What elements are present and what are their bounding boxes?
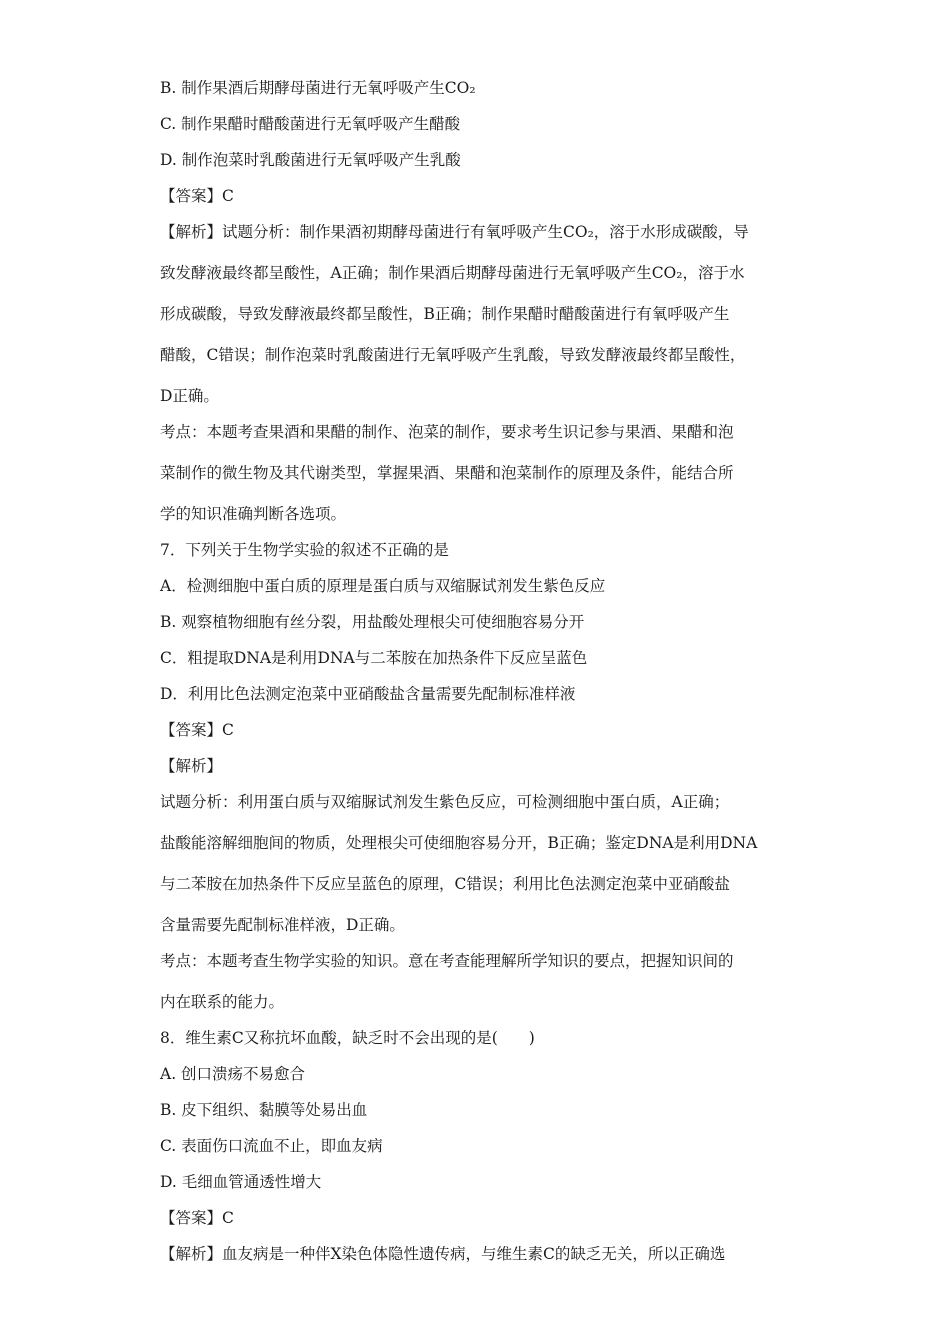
analysis-q8-line1: 【解析】血友病是一种伴X染色体隐性遗传病，与维生素C的缺乏无关，所以正确选 xyxy=(160,1245,726,1263)
question-7-stem: 7．下列关于生物学实验的叙述不正确的是 xyxy=(160,541,449,559)
option-c-q7: C．粗提取DNA是利用DNA与二苯胺在加热条件下反应呈蓝色 xyxy=(160,649,588,667)
analysis-q6-line1: 【解析】试题分析：制作果酒初期酵母菌进行有氧呼吸产生CO₂，溶于水形成碳酸，导 xyxy=(160,223,749,241)
kaodian-q7-line1: 考点：本题考查生物学实验的知识。意在考查能理解所学知识的要点，把握知识间的 xyxy=(160,952,734,970)
kaodian-q6-line3: 学的知识准确判断各选项。 xyxy=(160,505,347,523)
option-d-q8: D. 毛细血管通透性增大 xyxy=(160,1173,322,1191)
analysis-q7-line3: 与二苯胺在加热条件下反应呈蓝色的原理，C错误；利用比色法测定泡菜中亚硝酸盐 xyxy=(160,875,730,893)
answer-q6: 【答案】C xyxy=(160,187,234,205)
option-d-q7: D．利用比色法测定泡菜中亚硝酸盐含量需要先配制标准样液 xyxy=(160,685,576,703)
option-c-q8: C. 表面伤口流血不止，即血友病 xyxy=(160,1137,383,1155)
option-d-q6: D. 制作泡菜时乳酸菌进行无氧呼吸产生乳酸 xyxy=(160,151,461,169)
analysis-q7-line1: 试题分析：利用蛋白质与双缩脲试剂发生紫色反应，可检测细胞中蛋白质，A正确； xyxy=(160,793,730,811)
kaodian-q7-line2: 内在联系的能力。 xyxy=(160,993,285,1011)
analysis-q7-line4: 含量需要先配制标准样液，D正确。 xyxy=(160,916,405,934)
option-c-q6: C. 制作果醋时醋酸菌进行无氧呼吸产生醋酸 xyxy=(160,115,461,133)
answer-q8: 【答案】C xyxy=(160,1209,234,1227)
analysis-q6-line4: 醋酸，C错误；制作泡菜时乳酸菌进行无氧呼吸产生乳酸，导致发酵液最终都呈酸性， xyxy=(160,346,746,364)
option-b-q6: B. 制作果酒后期酵母菌进行无氧呼吸产生CO₂ xyxy=(160,79,476,97)
analysis-q6-line3: 形成碳酸，导致发酵液最终都呈酸性，B正确；制作果醋时醋酸菌进行有氧呼吸产生 xyxy=(160,305,730,323)
option-a-q7: A．检测细胞中蛋白质的原理是蛋白质与双缩脲试剂发生紫色反应 xyxy=(160,577,606,595)
question-8-stem: 8．维生素C又称抗坏血酸，缺乏时不会出现的是( ) xyxy=(160,1029,535,1047)
option-b-q8: B. 皮下组织、黏膜等处易出血 xyxy=(160,1101,368,1119)
analysis-q6-line5: D正确。 xyxy=(160,387,219,405)
option-b-q7: B. 观察植物细胞有丝分裂，用盐酸处理根尖可使细胞容易分开 xyxy=(160,613,585,631)
analysis-q7-heading: 【解析】 xyxy=(160,757,223,775)
option-a-q8: A. 创口溃疡不易愈合 xyxy=(160,1065,306,1083)
kaodian-q6-line2: 菜制作的微生物及其代谢类型，掌握果酒、果醋和泡菜制作的原理及条件，能结合所 xyxy=(160,464,734,482)
analysis-q6-line2: 致发酵液最终都呈酸性，A正确；制作果酒后期酵母菌进行无氧呼吸产生CO₂，溶于水 xyxy=(160,264,745,282)
answer-q7: 【答案】C xyxy=(160,721,234,739)
kaodian-q6-line1: 考点：本题考查果酒和果醋的制作、泡菜的制作，要求考生识记参与果酒、果醋和泡 xyxy=(160,423,734,441)
analysis-q7-line2: 盐酸能溶解细胞间的物质，处理根尖可使细胞容易分开，B正确；鉴定DNA是利用DNA xyxy=(160,834,758,852)
